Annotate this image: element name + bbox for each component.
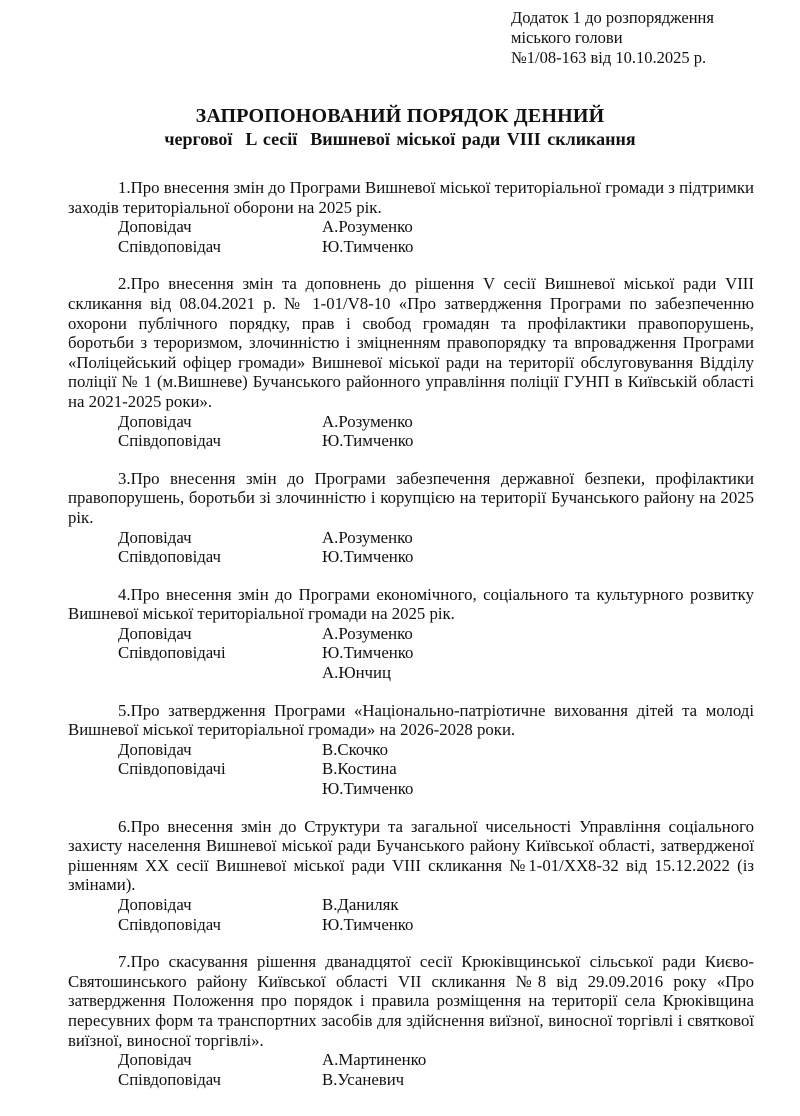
reporter-name: А.Розуменко <box>322 527 413 547</box>
annex-header <box>511 8 791 68</box>
coreporter-name: Ю.Тимченко <box>322 914 414 934</box>
coreporter-label: Співдоповідачі <box>118 643 226 663</box>
coreporter-name: Ю.Тимченко <box>322 643 414 663</box>
agenda-list <box>68 178 754 1089</box>
reporter-label: Доповідач <box>118 527 192 547</box>
coreporter-name: Ю.Тимченко <box>322 779 414 799</box>
reporter-label: Доповідач <box>118 739 192 759</box>
agenda-item-7 <box>68 952 754 1089</box>
speakers <box>118 740 754 799</box>
reporter-name: А.Розуменко <box>322 411 413 431</box>
agenda-item-4 <box>68 585 754 683</box>
reporter-name: А.Мартиненко <box>322 1050 427 1070</box>
title-main: ЗАПРОПОНОВАНИЙ ПОРЯДОК ДЕННИЙ <box>195 105 605 127</box>
coreporter-name: В.Усаневич <box>322 1069 405 1089</box>
agenda-item-2 <box>68 274 754 450</box>
coreporter-label: Співдоповідач <box>118 236 221 256</box>
coreporter-label: Співдоповідач <box>118 431 221 451</box>
reporter-name: В.Даниляк <box>322 895 399 914</box>
agenda-item-6 <box>68 817 754 935</box>
agenda-item-text: 2.Про внесення змін та доповнень до рішення V сесії Вишневої міської ради VIII скликання від 08.04.2021 р. № 1-01/V8-10 «Про затвердження Програми по забезпеченню охорони публічного порядку, прав і свобод громадян та профілактики правопорушень, боротьби з тероризмом, злочинністю і зміцненням правопорядку та впровадження Програми «Поліцейський офіцер громади» Вишневої міської ради на території обслуговування Відділу поліції № 1 (м.Вишневе) Бучанського районного управління поліції ГУНП в Київській області на 2021-2025 роки». <box>68 274 754 411</box>
reporter-label: Доповідач <box>118 411 192 431</box>
speakers <box>118 895 754 934</box>
reporter-label: Доповідач <box>118 623 192 643</box>
reporter-label: Доповідач <box>118 895 192 914</box>
speakers <box>118 624 754 683</box>
agenda-item-text: 3.Про внесення змін до Програми забезпечення державної безпеки, профілактики правопорушень, боротьби зі злочинністю і корупцією на території Бучанського району на 2025 рік. <box>68 468 754 527</box>
document-title <box>0 104 800 150</box>
reporter-name: А.Розуменко <box>322 623 413 643</box>
coreporter-label: Співдоповідачі <box>118 759 226 779</box>
coreporter-label: Співдоповідач <box>118 914 221 934</box>
coreporter-name: В.Костина <box>322 759 397 779</box>
agenda-item-text: 6.Про внесення змін до Структури та загальної чисельності Управління соціального захисту населення Вишневої міської ради Бучанського району Київської області, затвердженої рішенням XX сесії Вишневої міської ради VIII скликання №1-01/XX8-32 від 15.12.2022 (із змінами). <box>68 816 754 895</box>
agenda-item-text: 1.Про внесення змін до Програми Вишневої міської територіальної громади з підтримки заходів територіальної оборони на 2025 рік. <box>68 178 754 217</box>
coreporter-label: Співдоповідач <box>118 547 221 567</box>
reporter-label: Доповідач <box>118 1050 192 1070</box>
reporter-name: В.Скочко <box>322 739 388 759</box>
coreporter-name: Ю.Тимченко <box>322 547 414 567</box>
agenda-item-5 <box>68 701 754 799</box>
agenda-item-text: 4.Про внесення змін до Програми економічного, соціального та культурного розвитку Вишневої міської територіальної громади на 2025 рік. <box>68 584 754 624</box>
reporter-name: А.Розуменко <box>322 217 413 237</box>
annex-line-1: Додаток 1 до розпорядження <box>511 8 714 27</box>
title-subtitle: чергової L сесії Вишневої міської ради VIII скликання <box>164 129 636 149</box>
coreporter-label: Співдоповідач <box>118 1069 221 1089</box>
annex-line-2: міського голови <box>511 28 623 47</box>
speakers <box>118 528 754 567</box>
agenda-item-text: 7.Про скасування рішення дванадцятої сесії Крюківщинської сільської ради Києво-Святошинського району Київської області VII скликання №8 від 29.09.2016 року «Про затвердження Положення про порядок і правила розміщення на території села Крюківщина пересувних форм та транспортних засобів для здійснення виїзної, виносної торгівлі і святкової виїзної, виносної торгівлі». <box>68 952 754 1050</box>
agenda-item-3 <box>68 469 754 567</box>
agenda-item-1 <box>68 178 754 256</box>
speakers <box>118 412 754 451</box>
annex-line-3: №1/08-163 від 10.10.2025 р. <box>511 48 707 67</box>
coreporter-name: Ю.Тимченко <box>322 236 414 256</box>
coreporter-name: А.Юнчиц <box>322 663 391 683</box>
agenda-item-text: 5.Про затвердження Програми «Національно-патріотичне виховання дітей та молоді Вишневої міської територіальної громади» на 2026-2028 роки. <box>68 700 754 740</box>
reporter-label: Доповідач <box>118 217 192 237</box>
coreporter-name: Ю.Тимченко <box>322 431 414 451</box>
speakers <box>118 1050 754 1089</box>
speakers <box>118 217 754 256</box>
